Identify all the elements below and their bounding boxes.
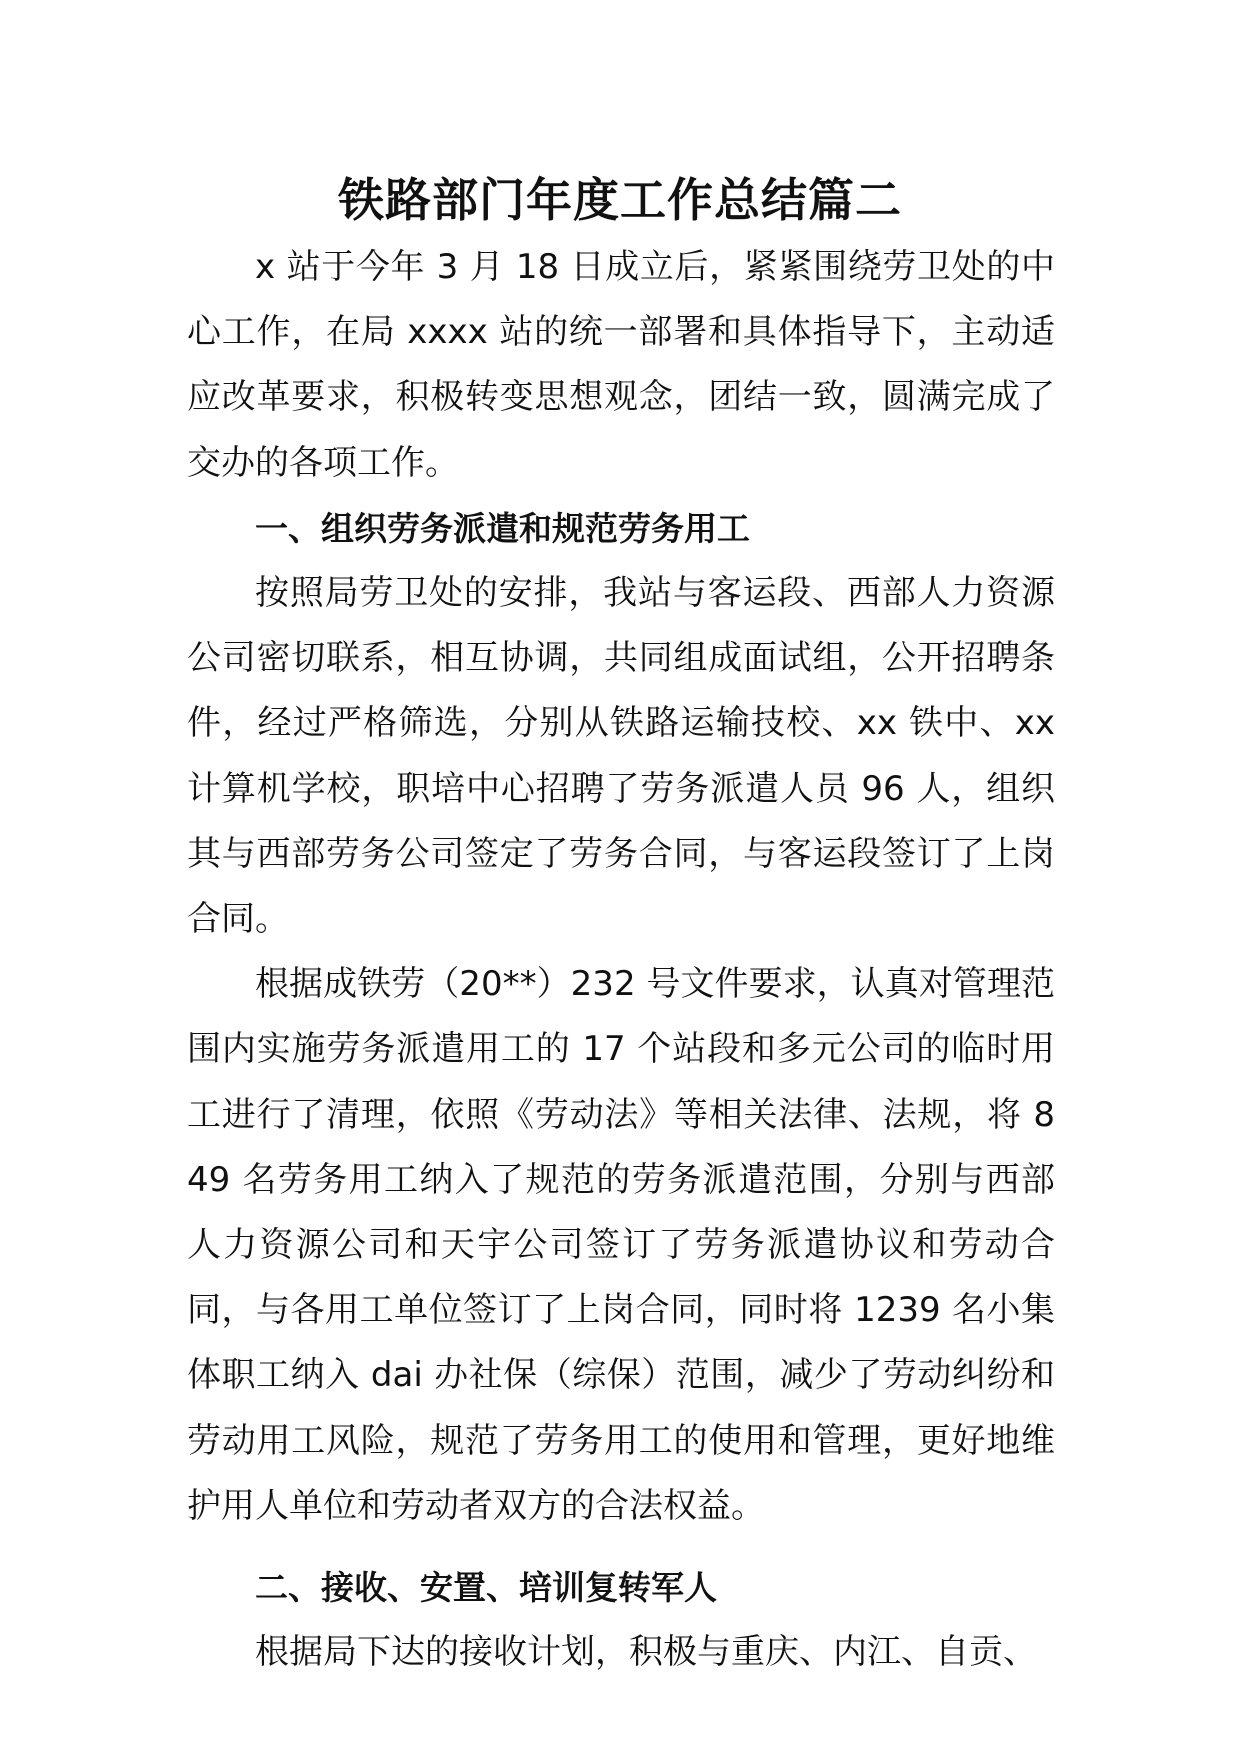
section-2-paragraph-1: 根据局下达的接收计划，积极与重庆、内江、自贡、 (255, 1632, 1037, 1673)
document-body (187, 235, 1055, 1685)
section-heading-1: 一、组织劳务派遣和规范劳务用工 (255, 508, 750, 548)
section-heading-2: 二、接收、安置、培训复转军人 (255, 1568, 717, 1608)
intro-paragraph: x 站于今年 3 月 18 日成立后，紧紧围绕劳卫处的中心工作，在局 xxxx 站的统一部署和具体指导下，主动适应改革要求，积极转变思想观念，团结一致，圆满完成了交办的各项工作。 (187, 247, 1055, 483)
document-title: 铁路部门年度工作总结篇二 (338, 173, 902, 227)
section-1-paragraph-1: 按照局劳卫处的安排，我站与客运段、西部人力资源公司密切联系，相互协调，共同组成面试组，公开招聘条件，经过严格筛选，分别从铁路运输技校、xx 铁中、xx 计算机学校，职培中心招聘了劳务派遣人员 96 人，组织其与西部劳务公司签定了劳务合同，与客运段签订了上岗合同。 (187, 573, 1055, 940)
section-1-paragraph-2: 根据成铁劳（20**）232 号文件要求，认真对管理范围内实施劳务派遣用工的 17 个站段和多元公司的临时用工进行了清理，依照《劳动法》等相关法律、法规，将 849 名劳务用工纳入了规范的劳务派遣范围，分别与西部人力资源公司和天宇公司签订了劳务派遣协议和劳动合同，与各用工单位签订了上岗合同，同时将 1239 名小集体职工纳入 dai 办社保（综保）范围，减少了劳动纠纷和劳动用工风险，规范了劳务用工的使用和管理，更好地维护用人单位和劳动者双方的合法权益。 (187, 964, 1055, 1526)
